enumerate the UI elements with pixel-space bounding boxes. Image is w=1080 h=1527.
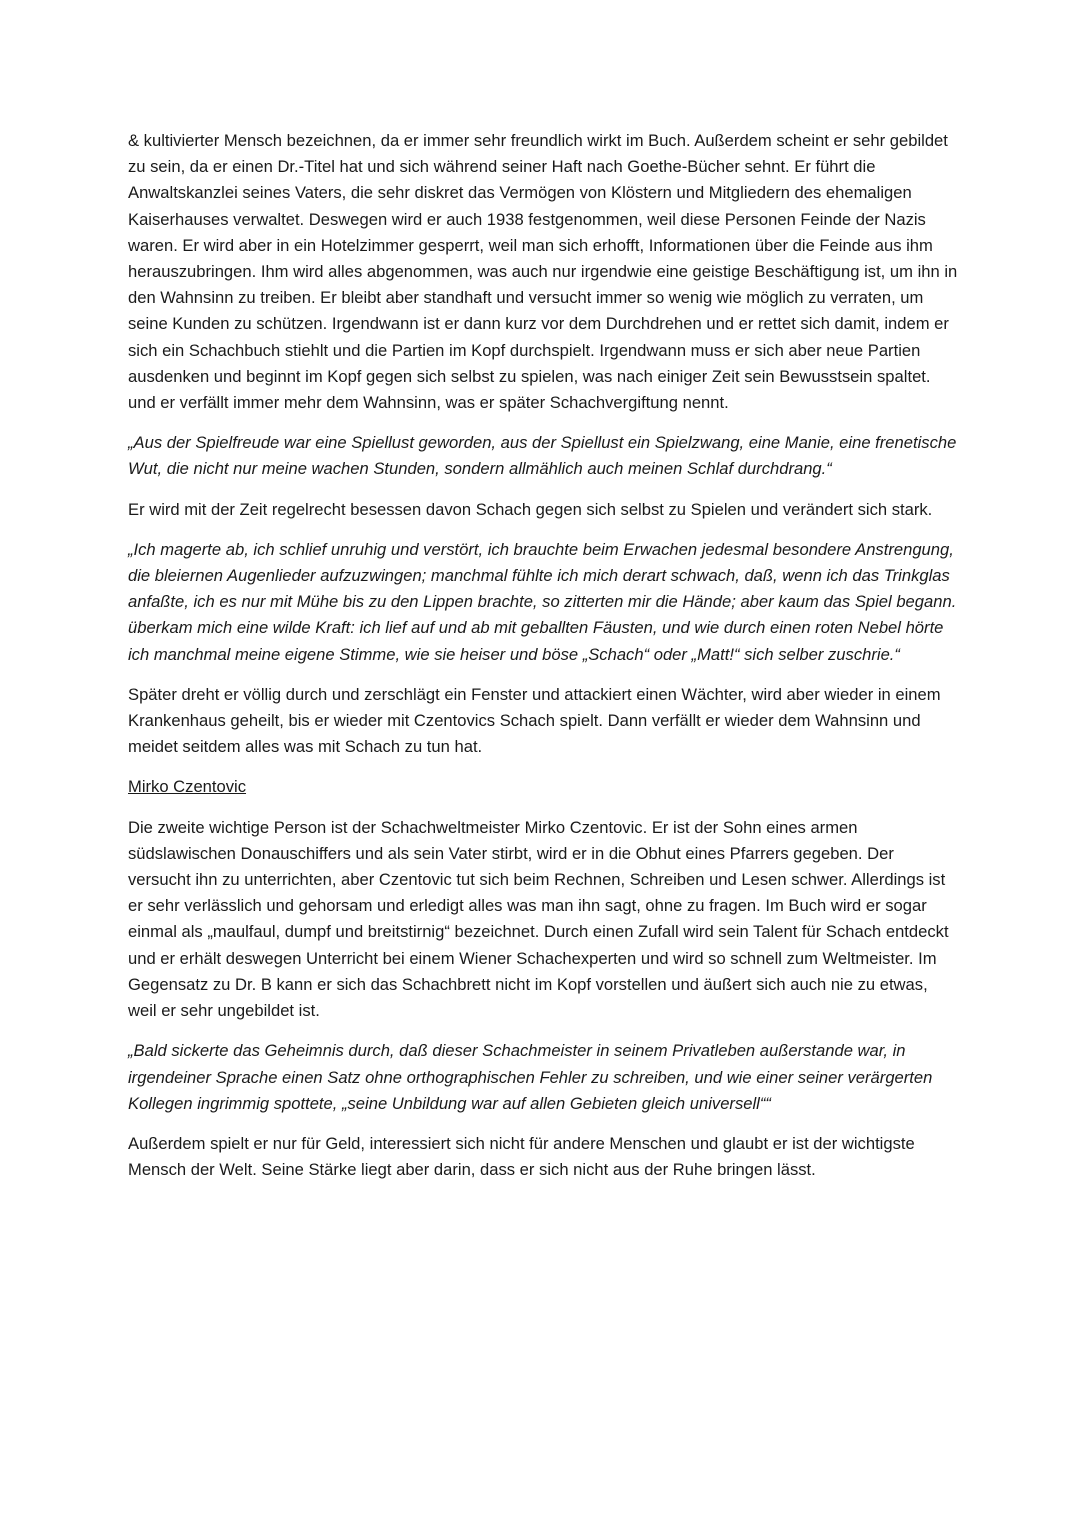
document-page [128,128,958,1197]
paragraph-dr-b-description: & kultivierter Mensch bezeichnen, da er immer sehr freundlich wirkt im Buch. Außerdem scheint er sehr gebildet zu sein, da er einen Dr.-Titel hat und sich während seiner Haft nach Goethe-Bücher sehnt. Er führt die Anwaltskanzlei seines Vaters, die sehr diskret das Vermögen von Klöstern und Mitgliedern des ehemaligen Kaiserhauses verwaltet. Deswegen wird er auch 1938 festgenommen, weil diese Personen Feinde der Nazis waren. Er wird aber in ein Hotelzimmer gesperrt, weil man sich erhofft, Informationen über die Feinde aus ihm herauszubringen. Ihm wird alles abgenommen, was auch nur irgendwie eine geistige Beschäftigung ist, um ihn in den Wahnsinn zu treiben. Er bleibt aber standhaft und versucht immer so wenig wie möglich zu verraten, um seine Kunden zu schützen. Irgendwann ist er dann kurz vor dem Durchdrehen und er rettet sich damit, indem er sich ein Schachbuch stiehlt und die Partien im Kopf durchspielt. Irgendwann muss er sich aber neue Partien ausdenken und beginnt im Kopf gegen sich selbst zu spielen, was nach einiger Zeit sein Bewusstsein spaltet. und er verfällt immer mehr dem Wahnsinn, was er später Schachvergiftung nennt. [128,131,958,413]
section-heading-czentovic: Mirko Czentovic [128,777,247,797]
quote-magerte-ab: „Ich magerte ab, ich schlief unruhig und verstört, ich brauchte beim Erwachen jedesmal besondere Anstrengung, die bleiernen Augenlieder aufzuzwingen; manchmal fühlte ich mich derart schwach, daß, wenn ich das Trinkglas anfaßte, ich es nur mit Mühe bis zu den Lippen brachte, so zitterten mir die Hände; aber kaum das Spiel begann. überkam mich eine wilde Kraft: ich lief auf und ab mit geballten Fäusten, und wie durch einen roten Nebel hörte ich manchmal meine eigene Stimme, wie sie heiser und böse „Schach“ oder „Matt!“ sich selber zuschrie.“ [128,539,957,664]
quote-spielfreude: „Aus der Spielfreude war eine Spiellust geworden, aus der Spiellust ein Spielzwang, eine Manie, eine frenetische Wut, die nicht nur meine wachen Stunden, sondern allmählich auch meinen Schlaf durchdrang.“ [128,433,957,479]
paragraph-czentovic-description: Die zweite wichtige Person ist der Schachweltmeister Mirko Czentovic. Er ist der Sohn eines armen südslawischen Donauschiffers und als sein Vater stirbt, wird er in die Obhut eines Pfarrers gegeben. Der versucht ihn zu unterrichten, aber Czentovic tut sich beim Rechnen, Schreiben und Lesen schwer. Allerdings ist er sehr verlässlich und gehorsam und erledigt alles was man ihn sagt, ohne zu fragen. Im Buch wird er sogar einmal als „maulfaul, dumpf und breitstirnig“ bezeichnet. Durch einen Zufall wird sein Talent für Schach entdeckt und er erhält deswegen Unterricht bei einem Wiener Schachexperten und wird so schnell zum Weltmeister. Im Gegensatz zu Dr. B kann er sich das Schachbrett nicht im Kopf vorstellen und äußert sich auch nie zu etwas, weil er sehr ungebildet ist. [128,817,949,1021]
paragraph-breakdown: Später dreht er völlig durch und zerschlägt ein Fenster und attackiert einen Wächter, wird aber wieder in einem Krankenhaus geheilt, bis er wieder mit Czentovics Schach spielt. Dann verfällt er wieder dem Wahnsinn und meidet seitdem alles was mit Schach zu tun hat. [128,684,941,757]
paragraph-obsession: Er wird mit der Zeit regelrecht besessen davon Schach gegen sich selbst zu Spielen und verändert sich stark. [128,499,933,519]
quote-unbildung: „Bald sickerte das Geheimnis durch, daß dieser Schachmeister in seinem Privatleben außerstande war, in irgendeiner Sprache einen Satz ohne orthographischen Fehler zu schreiben, und wie einer seiner verärgerten Kollegen ingrimmig spottete, „seine Unbildung war auf allen Gebieten gleich universell““ [128,1041,933,1113]
paragraph-czentovic-traits: Außerdem spielt er nur für Geld, interessiert sich nicht für andere Menschen und glaubt er ist der wichtigste Mensch der Welt. Seine Stärke liegt aber darin, dass er sich nicht aus der Ruhe bringen lässt. [128,1133,915,1180]
